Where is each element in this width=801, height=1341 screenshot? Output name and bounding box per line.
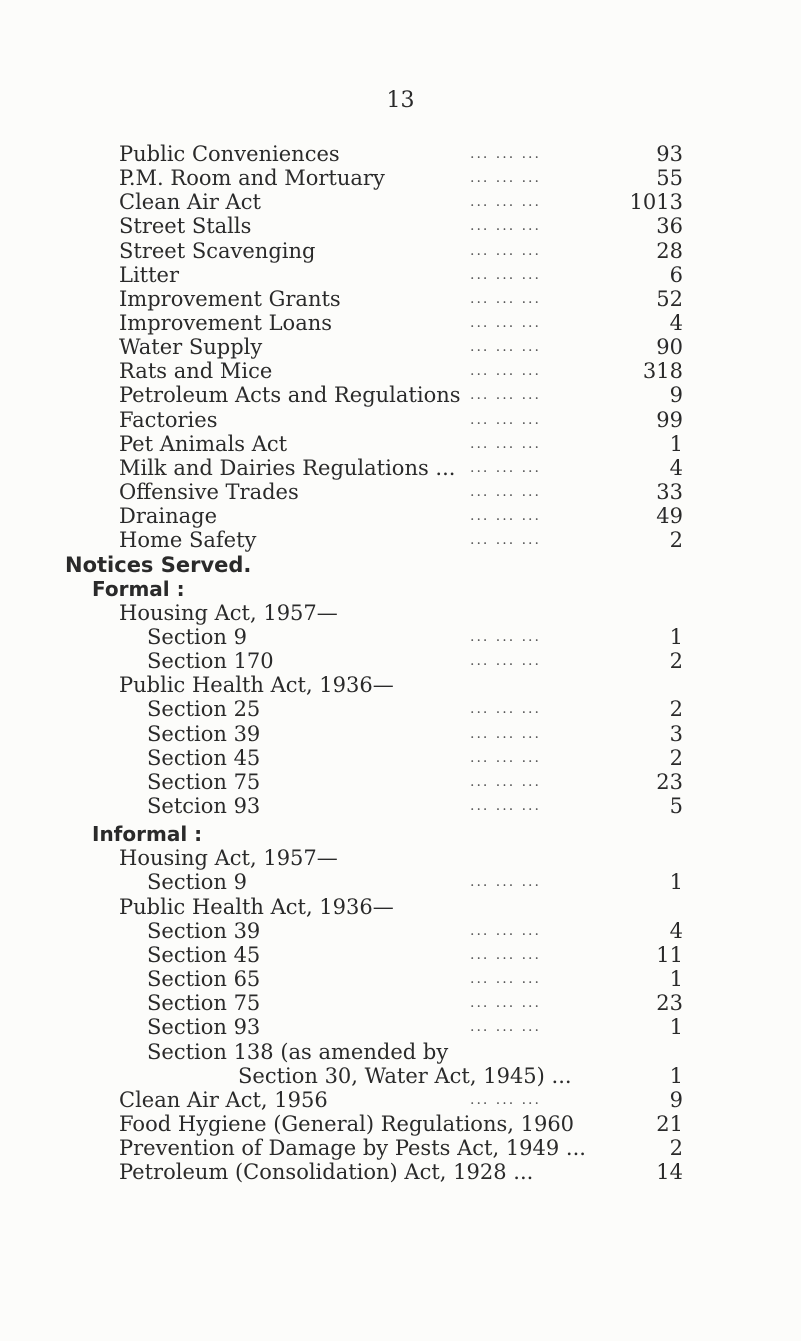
row-value: 2 xyxy=(669,746,683,770)
row-value: 9 xyxy=(669,1088,683,1112)
row-label: Section 170 xyxy=(147,649,274,673)
row-label: Section 39 xyxy=(147,722,261,746)
row-label: Petroleum Acts and Regulations xyxy=(119,383,461,407)
row-label: Section 93 xyxy=(147,1015,261,1039)
row-value: 6 xyxy=(669,263,683,287)
leader-dots: ... ... ... xyxy=(470,267,541,283)
leader-dots: ... ... ... xyxy=(470,315,541,331)
row-value: 2 xyxy=(669,649,683,673)
summary-row xyxy=(119,212,683,240)
row-label: Section 75 xyxy=(147,770,261,794)
leader-dots: ... ... ... xyxy=(470,798,541,814)
row-value: 14 xyxy=(656,1160,683,1184)
row-label: Improvement Grants xyxy=(119,287,341,311)
row-value: 5 xyxy=(669,794,683,818)
row-value: 1 xyxy=(669,1064,683,1088)
row-value: 55 xyxy=(656,166,683,190)
leader-dots: ... ... ... xyxy=(470,629,541,645)
row-value: 90 xyxy=(656,335,683,359)
row-value: 93 xyxy=(656,142,683,166)
leader-dots: ... ... ... xyxy=(470,726,541,742)
row-label: Public Health Act, 1936— xyxy=(119,895,394,919)
row-value: 2 xyxy=(669,528,683,552)
row-label: Milk and Dairies Regulations ... xyxy=(119,456,456,480)
row-value: 1013 xyxy=(629,190,683,214)
leader-dots: ... ... ... xyxy=(470,170,541,186)
row-label: Rats and Mice xyxy=(119,359,273,383)
row-label: Prevention of Damage by Pests Act, 1949 ... xyxy=(119,1136,586,1160)
leader-dots: ... ... ... xyxy=(470,653,541,669)
row-label: Offensive Trades xyxy=(119,480,299,504)
leader-dots: ... ... ... xyxy=(470,460,541,476)
row-value: 21 xyxy=(656,1112,683,1136)
row-value: 4 xyxy=(669,311,683,335)
leader-dots: ... ... ... xyxy=(470,484,541,500)
row-value: 318 xyxy=(642,359,683,383)
row-label: Pet Animals Act xyxy=(119,432,288,456)
section-row xyxy=(147,695,683,723)
row-value: 4 xyxy=(669,919,683,943)
row-label: Water Supply xyxy=(119,335,263,359)
section-row xyxy=(147,792,683,820)
row-label: Informal : xyxy=(92,822,203,846)
row-value: 33 xyxy=(656,480,683,504)
page-number: 13 xyxy=(386,88,415,113)
row-label: Section 30, Water Act, 1945) ... xyxy=(238,1064,572,1088)
row-value: 1 xyxy=(669,625,683,649)
row-label: Housing Act, 1957— xyxy=(119,601,338,625)
leader-dots: ... ... ... xyxy=(470,339,541,355)
row-value: 9 xyxy=(669,383,683,407)
row-label: Setcion 93 xyxy=(147,794,261,818)
row-value: 1 xyxy=(669,1015,683,1039)
section-row xyxy=(147,868,683,896)
row-label: Street Stalls xyxy=(119,214,252,238)
row-label: Housing Act, 1957— xyxy=(119,846,338,870)
leader-dots: ... ... ... xyxy=(470,774,541,790)
row-value: 49 xyxy=(656,504,683,528)
leader-dots: ... ... ... xyxy=(470,146,541,162)
row-label: Clean Air Act xyxy=(119,190,261,214)
row-value: 36 xyxy=(656,214,683,238)
row-value: 23 xyxy=(656,991,683,1015)
row-value: 1 xyxy=(669,967,683,991)
row-label: Notices Served. xyxy=(65,553,252,577)
row-label: Litter xyxy=(119,263,180,287)
row-label: Section 75 xyxy=(147,991,261,1015)
leader-dots: ... ... ... xyxy=(470,436,541,452)
row-label: Public Health Act, 1936— xyxy=(119,673,394,697)
leader-dots: ... ... ... xyxy=(470,874,541,890)
row-label: Section 138 (as amended by xyxy=(147,1040,449,1064)
row-label: Section 45 xyxy=(147,943,261,967)
row-label: Section 39 xyxy=(147,919,261,943)
act-row xyxy=(119,1158,683,1186)
row-label: Improvement Loans xyxy=(119,311,333,335)
row-label: Section 25 xyxy=(147,697,261,721)
leader-dots: ... ... ... xyxy=(470,750,541,766)
row-label: Section 9 xyxy=(147,870,247,894)
row-label: P.M. Room and Mortuary xyxy=(119,166,385,190)
leader-dots: ... ... ... xyxy=(470,363,541,379)
row-label: Home Safety xyxy=(119,528,257,552)
row-label: Section 9 xyxy=(147,625,247,649)
row-value: 1 xyxy=(669,432,683,456)
row-label: Street Scavenging xyxy=(119,239,316,263)
row-value: 2 xyxy=(669,697,683,721)
leader-dots: ... ... ... xyxy=(470,387,541,403)
row-label: Section 45 xyxy=(147,746,261,770)
row-value: 3 xyxy=(669,722,683,746)
leader-dots: ... ... ... xyxy=(470,508,541,524)
row-value: 4 xyxy=(669,456,683,480)
row-label: Drainage xyxy=(119,504,218,528)
row-label: Public Conveniences xyxy=(119,142,340,166)
summary-row xyxy=(119,381,683,409)
leader-dots: ... ... ... xyxy=(470,291,541,307)
row-label: Food Hygiene (General) Regulations, 1960 xyxy=(119,1112,575,1136)
row-value: 2 xyxy=(669,1136,683,1160)
row-label: Factories xyxy=(119,408,218,432)
summary-row xyxy=(119,526,683,554)
section-row xyxy=(147,1013,683,1041)
leader-dots: ... ... ... xyxy=(470,194,541,210)
leader-dots: ... ... ... xyxy=(470,995,541,1011)
leader-dots: ... ... ... xyxy=(470,923,541,939)
leader-dots: ... ... ... xyxy=(470,971,541,987)
row-value: 52 xyxy=(656,287,683,311)
row-value: 28 xyxy=(656,239,683,263)
leader-dots: ... ... ... xyxy=(470,412,541,428)
leader-dots: ... ... ... xyxy=(470,1019,541,1035)
leader-dots: ... ... ... xyxy=(470,947,541,963)
row-label: Formal : xyxy=(92,577,185,601)
row-value: 99 xyxy=(656,408,683,432)
leader-dots: ... ... ... xyxy=(470,701,541,717)
row-value: 11 xyxy=(656,943,683,967)
leader-dots: ... ... ... xyxy=(470,243,541,259)
row-value: 1 xyxy=(669,870,683,894)
leader-dots: ... ... ... xyxy=(470,1092,541,1108)
leader-dots: ... ... ... xyxy=(470,218,541,234)
row-value: 23 xyxy=(656,770,683,794)
row-label: Section 65 xyxy=(147,967,261,991)
leader-dots: ... ... ... xyxy=(470,532,541,548)
row-label: Petroleum (Consolidation) Act, 1928 ... xyxy=(119,1160,534,1184)
row-label: Clean Air Act, 1956 xyxy=(119,1088,328,1112)
